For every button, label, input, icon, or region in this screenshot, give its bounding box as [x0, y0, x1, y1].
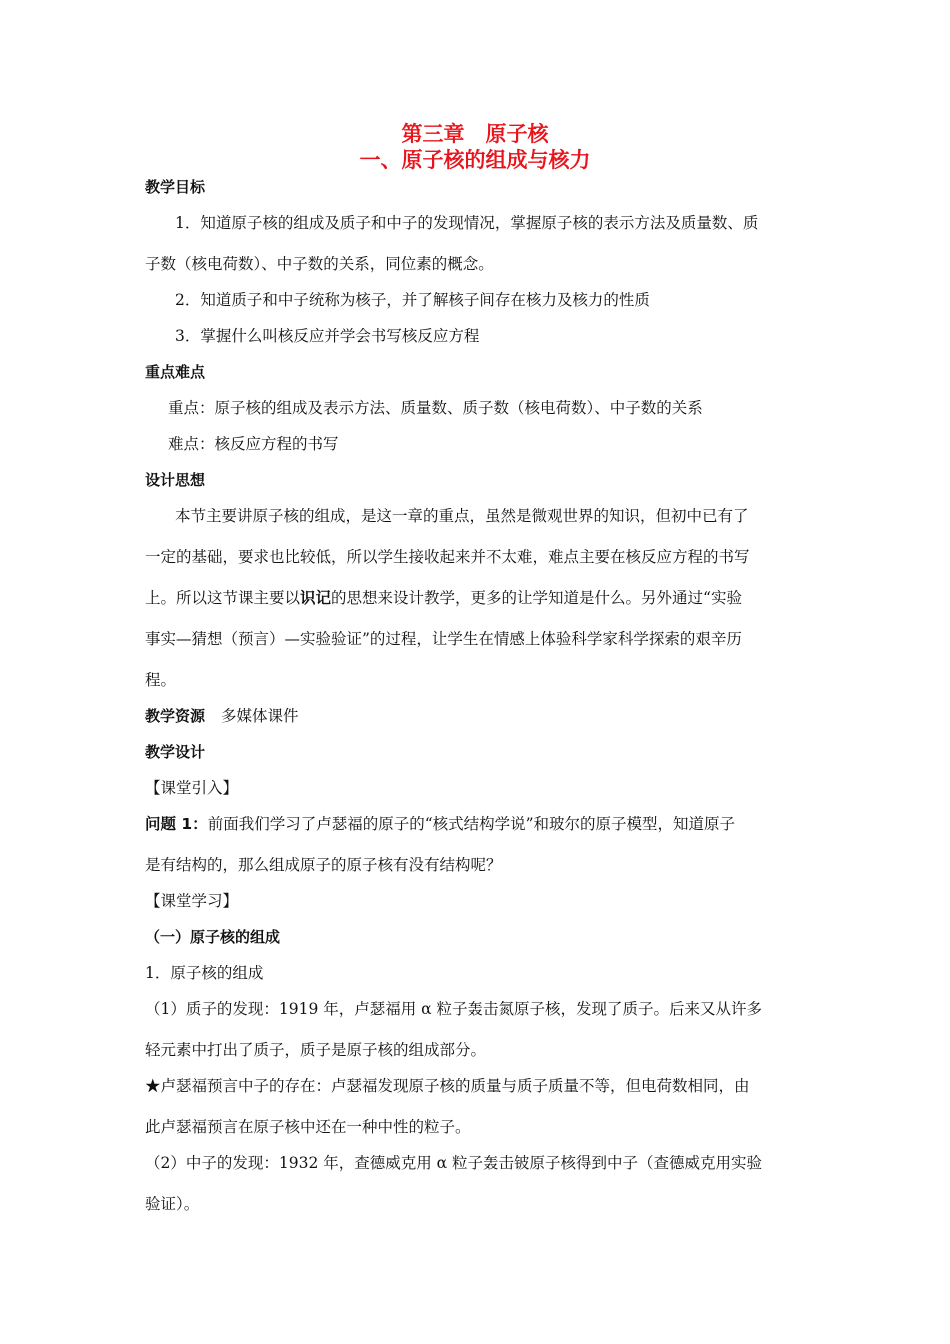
question-1-line-2: 是有结构的，那么组成原子的原子核有没有结构呢？	[145, 856, 502, 874]
question-1-text: 前面我们学习了卢瑟福的原子的“核式结构学说”和玻尔的原子模型，知道原子	[207, 815, 736, 833]
study-label: 【课堂学习】	[145, 892, 239, 910]
question-1-line-1	[145, 813, 810, 835]
design-idea-heading: 设计思想	[145, 471, 206, 489]
question-1-label: 问题 1：	[145, 815, 208, 833]
goal-2: 2．知道质子和中子统称为核子，并了解核子间存在核力及核力的性质	[175, 291, 650, 309]
resources-value: 多媒体课件	[221, 707, 299, 725]
design-idea-line-4: 事实—猜想（预言）—实验验证”的过程，让学生在情感上体验科学家科学探索的艰辛历	[145, 630, 742, 648]
resources-row	[145, 705, 810, 727]
proton-line-1: （1）质子的发现：1919 年，卢瑟福用 α 粒子轰击氮原子核，发现了质子。后来又从许多	[145, 1000, 763, 1018]
design-idea-line-3	[145, 587, 810, 609]
goal-1-line-2: 子数（核电荷数）、中子数的关系，同位素的概念。	[145, 255, 494, 273]
section-title: 一、原子核的组成与核力	[359, 148, 591, 172]
design-idea-line-1: 本节主要讲原子核的组成，是这一章的重点，虽然是微观世界的知识，但初中已有了	[175, 507, 749, 525]
star-line-1: ★卢瑟福预言中子的存在：卢瑟福发现原子核的质量与质子质量不等，但电荷数相同，由	[145, 1077, 750, 1095]
design-idea-line-3-a: 上。所以这节课主要以	[145, 589, 301, 607]
goal-3: 3．掌握什么叫核反应并学会书写核反应方程	[175, 327, 480, 345]
neutron-line-1: （2）中子的发现：1932 年，查德威克用 α 粒子轰击铍原子核得到中子（查德威克用实验	[145, 1154, 763, 1172]
resources-heading: 教学资源	[145, 707, 206, 725]
difficult-point: 难点：核反应方程的书写	[168, 435, 339, 453]
design-idea-line-3-b: 的思想来设计教学，更多的让学知道是什么。另外通过“实验	[331, 589, 742, 607]
design-idea-line-5: 程。	[145, 671, 177, 689]
goals-heading: 教学目标	[145, 178, 206, 196]
subsection-1-heading: （一）原子核的组成	[145, 928, 281, 946]
goal-1-line-1: 1．知道原子核的组成及质子和中子的发现情况，掌握原子核的表示方法及质量数、质	[175, 214, 759, 232]
teaching-design-heading: 教学设计	[145, 743, 206, 761]
key-points-heading: 重点难点	[145, 363, 206, 381]
neutron-line-2: 验证）。	[145, 1195, 200, 1213]
design-idea-bold-term: 识记	[300, 589, 332, 607]
point-1: 1．原子核的组成	[145, 964, 264, 982]
intro-label: 【课堂引入】	[145, 779, 239, 797]
key-point: 重点：原子核的组成及表示方法、质量数、质子数（核电荷数）、中子数的关系	[168, 399, 703, 417]
design-idea-line-2: 一定的基础，要求也比较低，所以学生接收起来并不太难，难点主要在核反应方程的书写	[145, 548, 750, 566]
proton-line-2: 轻元素中打出了质子，质子是原子核的组成部分。	[145, 1041, 487, 1059]
chapter-title: 第三章 原子核	[401, 122, 549, 146]
star-line-2: 此卢瑟福预言在原子核中还在一种中性的粒子。	[145, 1118, 471, 1136]
